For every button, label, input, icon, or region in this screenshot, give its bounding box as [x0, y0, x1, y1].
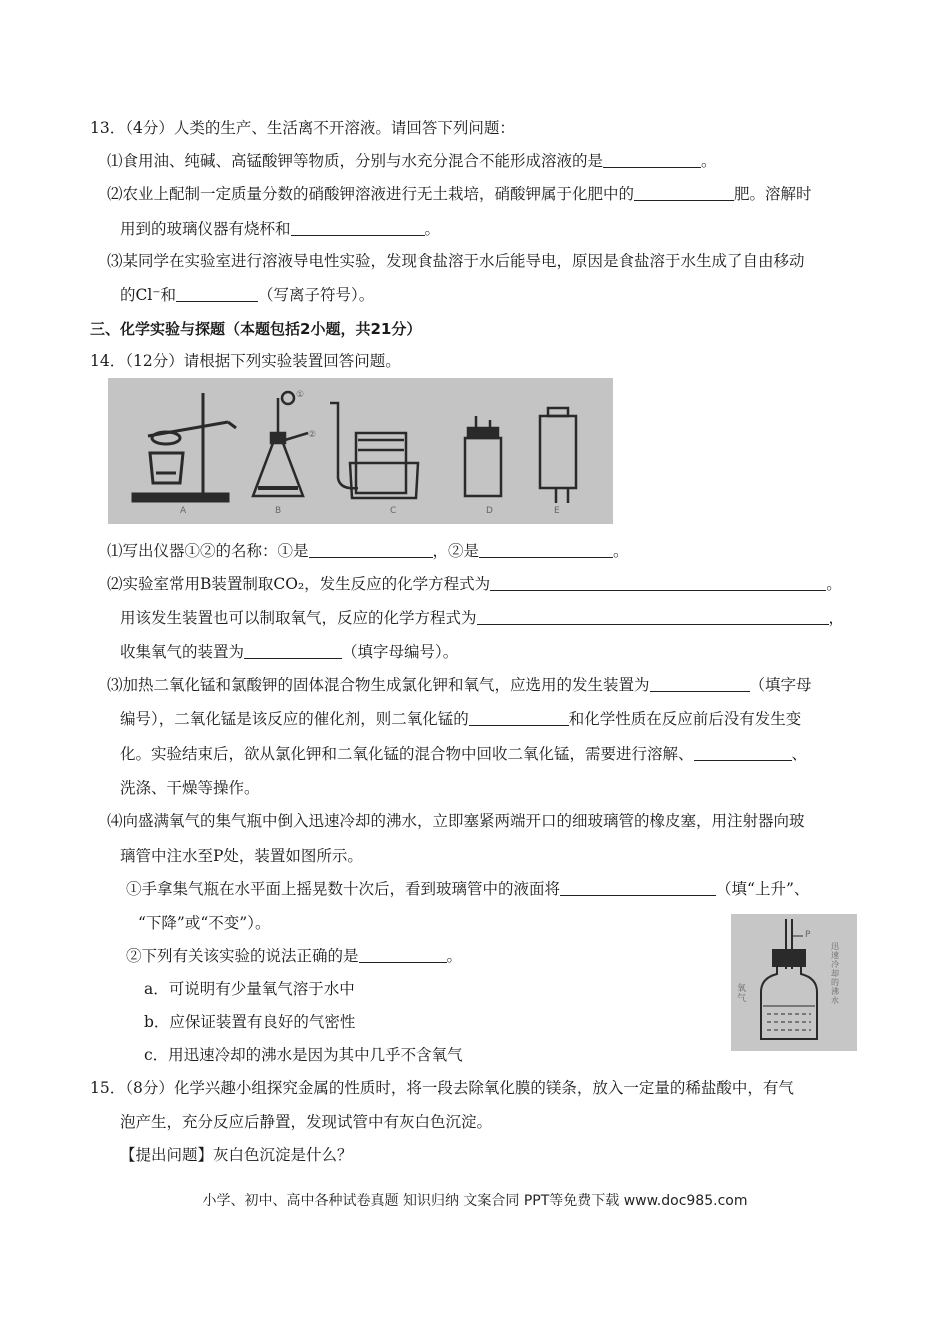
q15-line2: 泡产生，充分反应后静置，发现试管中有灰白色沉淀。 [120, 1113, 493, 1131]
q14-part3-text-b: （填字母 [749, 676, 812, 694]
option-b: b．应保证装置有良好的气密性 [144, 1013, 356, 1031]
apparatus-figure [108, 378, 613, 524]
q14-part2-line3-text-b: （填字母编号）。 [342, 643, 459, 661]
q13-part2-line2-text: 用到的玻璃仪器有烧杯和 [120, 220, 291, 238]
q14-part2-line3-text: 收集氧气的装置为 [120, 643, 245, 661]
circle-label-2: ② [308, 430, 317, 440]
apparatus-drawing [108, 378, 613, 524]
label-e: E [554, 506, 560, 516]
answer-blank[interactable] [603, 151, 701, 168]
answer-blank[interactable] [479, 541, 613, 558]
punct: 。 [826, 575, 842, 593]
q13-part3-line2-text: 的Cl⁻和 [120, 286, 176, 304]
answer-blank[interactable] [634, 184, 734, 201]
answer-blank[interactable] [359, 946, 447, 963]
q13-part3-line2-text-b: （写离子符号）。 [258, 286, 375, 304]
q14-part2-line1 [107, 573, 842, 595]
q14-part3-line3 [120, 743, 807, 765]
punct: 、 [791, 745, 808, 763]
label-b: B [275, 506, 282, 516]
q14-part4-sub1-text: ①手拿集气瓶在水平面上摇晃数十次后，看到玻璃管中的液面将 [126, 880, 561, 898]
fig2-label-water: 迅速冷却的沸水 [831, 942, 839, 1005]
q13-part2-line2 [120, 218, 440, 240]
q13-intro: 13．（4分）人类的生产、生活离不开溶液。请回答下列问题： [90, 119, 515, 137]
punct: 。 [424, 220, 441, 238]
option-a: a．可说明有少量氧气溶于水中 [144, 980, 355, 998]
q14-part3-line2-text: 编号），二氧化锰是该反应的催化剂，则二氧化锰的 [120, 710, 469, 728]
q14-part4-line1: ⑷向盛满氧气的集气瓶中倒入迅速冷却的沸水，立即塞紧两端开口的细玻璃管的橡皮塞，用注射器向玻 [107, 812, 805, 830]
page-footer: 小学、初中、高中各种试卷真题 知识归纳 文案合同 PPT等免费下载 www.doc985.com [202, 1193, 748, 1209]
gas-bottle-figure [731, 914, 857, 1051]
q14-part4-sub2-text: ②下列有关该实验的说法正确的是 [126, 947, 359, 965]
q14-part3-line2 [120, 708, 801, 730]
label-c: C [390, 506, 397, 516]
q13-part3-line2 [120, 284, 374, 306]
q14-part1 [107, 540, 629, 562]
q14-part3-line1 [107, 674, 812, 696]
q13-part1 [107, 150, 717, 172]
q14-intro: 14．（12分）请根据下列实验装置回答问题。 [90, 352, 401, 370]
q14-part3-line3-text: 化。实验结束后，欲从氯化钾和二氧化锰的混合物中回收二氧化锰，需要进行溶解、 [120, 745, 694, 763]
q14-part4-sub1-text-b: （填“上升”、 [716, 880, 810, 898]
fig2-label-gas: 氧气 [737, 984, 747, 1004]
q14-part4-sub1 [126, 878, 809, 900]
answer-blank[interactable] [477, 608, 829, 625]
answer-blank[interactable] [309, 541, 433, 558]
label-d: D [486, 506, 493, 516]
q13-part3: ⑶某同学在实验室进行溶液导电性实验，发现食盐溶于水后能导电，原因是食盐溶于水生成了自由移动 [107, 252, 805, 270]
option-c: c．用迅速冷却的沸水是因为其中几乎不含氧气 [144, 1046, 463, 1064]
q14-part1-text-b: ，②是 [432, 542, 480, 560]
answer-blank[interactable] [694, 744, 792, 761]
answer-blank[interactable] [560, 879, 716, 896]
q13-part2-text: ⑵农业上配制一定质量分数的硝酸钾溶液进行无土栽培，硝酸钾属于化肥中的 [107, 185, 635, 203]
q15-line1: 15．（8分）化学兴趣小组探究金属的性质时，将一段去除氧化膜的镁条，放入一定量的稀盐酸中，有气 [90, 1079, 794, 1097]
answer-blank[interactable] [244, 642, 342, 659]
q14-part4-sub2 [126, 945, 462, 967]
q13-part1-text: ⑴食用油、纯碱、高锰酸钾等物质，分别与水充分混合不能形成溶液的是 [107, 152, 604, 170]
answer-blank[interactable] [176, 285, 258, 302]
answer-blank[interactable] [469, 709, 569, 726]
fig2-label-p: P [805, 930, 811, 940]
q14-part2-text: ⑵实验室常用B装置制取CO₂，发生反应的化学方程式为 [107, 575, 491, 593]
punct: 。 [701, 152, 717, 170]
label-a: A [180, 506, 187, 516]
q13-part2 [107, 183, 812, 205]
answer-blank[interactable] [490, 574, 826, 591]
section-heading: 三、化学实验与探题（本题包括2小题，共21分） [90, 320, 422, 338]
q14-part3-text: ⑶加热二氧化锰和氯酸钾的固体混合物生成氯化钾和氧气，应选用的发生装置为 [107, 676, 650, 694]
q14-part3-line4: 洗涤、干燥等操作。 [120, 779, 260, 797]
answer-blank[interactable] [650, 675, 750, 692]
q14-part4-line2: 璃管中注水至P处，装置如图所示。 [120, 847, 363, 865]
punct: 。 [446, 947, 463, 965]
q14-part2-line2 [120, 607, 844, 629]
punct: ， [828, 609, 845, 627]
circle-label-1: ① [296, 390, 305, 400]
q14-part2-line2-text: 用该发生装置也可以制取氧气，反应的化学方程式为 [120, 609, 477, 627]
q14-part3-line2-text-b: 和化学性质在反应前后没有发生变 [568, 710, 802, 728]
punct: 。 [613, 542, 629, 560]
q14-part2-line3 [120, 641, 458, 663]
q14-part1-text: ⑴写出仪器①②的名称：①是 [107, 542, 309, 560]
answer-blank[interactable] [291, 219, 425, 236]
q13-part2-text-b: 肥。溶解时 [734, 185, 812, 203]
q15-line3: 【提出问题】灰白色沉淀是什么？ [120, 1146, 353, 1164]
q14-part4-sub1-line2: “下降”或“不变”）。 [138, 914, 271, 932]
